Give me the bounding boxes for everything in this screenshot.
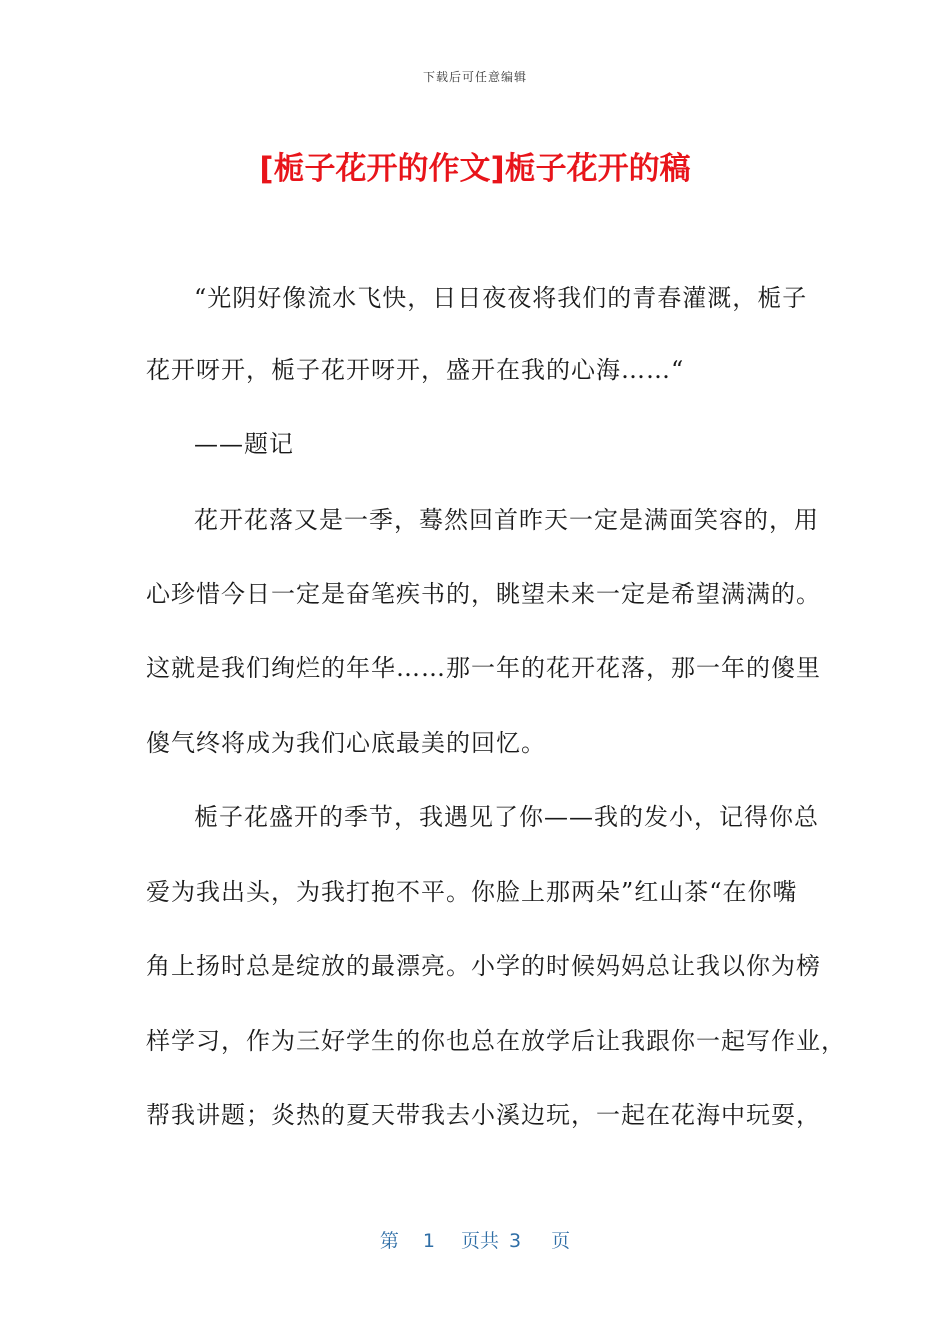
body-line: 心珍惜今日一定是奋笔疾书的，眺望未来一定是希望满满的。 [146,580,821,608]
body-line: 样学习，作为三好学生的你也总在放学后让我跟你一起写作业， [146,1027,846,1055]
body-line: 花开呀开，栀子花开呀开，盛开在我的心海……“ [146,356,685,384]
footer-total-pages: 3 [509,1230,522,1252]
body-line: “光阴好像流水飞快，日日夜夜将我们的青春灌溉，栀子 [194,284,808,312]
page-footer [0,1226,950,1253]
body-line: 角上扬时总是绽放的最漂亮。小学的时候妈妈总让我以你为榜 [146,952,821,980]
footer-current-page: 1 [422,1230,435,1252]
body-line: 花开花落又是一季，蓦然回首昨天一定是满面笑容的，用 [194,506,819,534]
footer-page-prefix: 第 [379,1230,399,1252]
body-line: 傻气终将成为我们心底最美的回忆。 [146,729,546,757]
header-note: 下载后可任意编辑 [422,70,527,84]
body-line: 栀子花盛开的季节，我遇见了你——我的发小，记得你总 [194,803,819,831]
inscription-line: ——题记 [194,430,294,458]
body-line: 爱为我出头，为我打抱不平。你脸上那两朵”红山茶“在你嘴 [146,878,798,906]
footer-page-mid: 页共 [460,1230,499,1252]
footer-page-suffix: 页 [551,1230,571,1252]
body-line: 这就是我们绚烂的年华……那一年的花开花落，那一年的傻里 [146,654,821,682]
body-line: 帮我讲题；炎热的夏天带我去小溪边玩，一起在花海中玩耍， [146,1101,821,1129]
document-title: [栀子花开的作文]栀子花开的稿 [259,151,691,187]
